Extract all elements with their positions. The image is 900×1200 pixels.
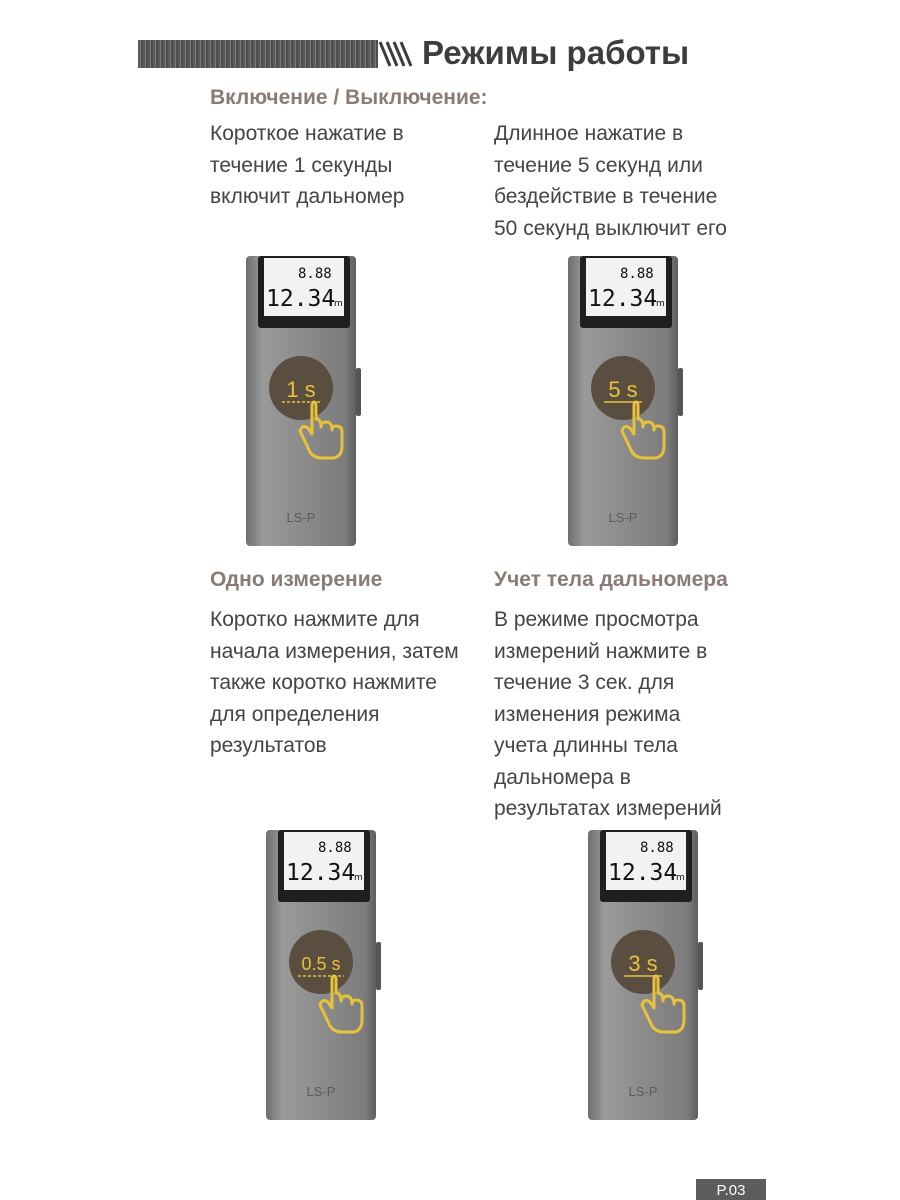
display-small-readout: 8.88 bbox=[318, 840, 352, 856]
text-line: 50 секунд выключит его bbox=[494, 216, 727, 240]
rangefinder-device-3 bbox=[266, 830, 382, 1120]
text-line: дальномера в bbox=[494, 765, 631, 789]
single-measure-heading: Одно измерение bbox=[210, 568, 383, 591]
single-measure-text bbox=[210, 604, 459, 762]
display-main-readout: 12.34 bbox=[588, 286, 658, 312]
brand-label: LS-P bbox=[608, 510, 638, 525]
text-line: Короткое нажатие в bbox=[210, 122, 404, 145]
header-slashes-icon bbox=[378, 40, 418, 68]
page-header bbox=[0, 30, 900, 80]
press-duration-label: 3 s bbox=[628, 951, 658, 976]
press-duration-label: 5 s bbox=[608, 377, 638, 402]
text-line: учета длинны тела bbox=[494, 734, 678, 757]
body-mode-text bbox=[494, 604, 722, 825]
brand-label: LS-P bbox=[286, 510, 316, 525]
text-line: результатах измерений bbox=[494, 797, 722, 820]
page-title: Режимы работы bbox=[422, 34, 690, 71]
header-stripe-bar bbox=[138, 40, 378, 68]
text-line: измерений нажмите в bbox=[494, 639, 708, 663]
text-line: В режиме просмотра bbox=[494, 608, 699, 631]
display-small-readout: 8.88 bbox=[640, 840, 674, 856]
on-off-right-text bbox=[494, 118, 727, 244]
text-line: течение 1 секунды bbox=[210, 153, 393, 177]
rangefinder-illustration bbox=[588, 830, 704, 1120]
text-line: Коротко нажмите для bbox=[210, 608, 420, 631]
text-line: изменения режима bbox=[494, 702, 681, 726]
rangefinder-device-1 bbox=[246, 256, 362, 546]
display-unit: m bbox=[334, 299, 343, 309]
rangefinder-device-4 bbox=[588, 830, 704, 1120]
rangefinder-device-2 bbox=[568, 256, 684, 546]
rangefinder-illustration bbox=[568, 256, 684, 546]
text-line: бездействие в течение bbox=[494, 185, 718, 208]
on-off-left-text bbox=[210, 118, 404, 213]
text-line: течение 5 секунд или bbox=[494, 153, 703, 177]
display-main-readout: 12.34 bbox=[286, 860, 356, 886]
text-line: Длинное нажатие в bbox=[494, 122, 684, 145]
text-line: результатов bbox=[210, 734, 327, 757]
body-mode-heading: Учет тела дальномера bbox=[494, 568, 728, 591]
brand-label: LS-P bbox=[628, 1084, 658, 1099]
press-duration-label: 0.5 s bbox=[301, 954, 341, 974]
display-unit: m bbox=[354, 873, 363, 883]
text-line: также коротко нажмите bbox=[210, 671, 437, 694]
press-duration-label: 1 s bbox=[286, 377, 316, 402]
brand-label: LS-P bbox=[306, 1084, 336, 1099]
display-small-readout: 8.88 bbox=[298, 266, 332, 282]
display-unit: m bbox=[656, 299, 665, 309]
page-number: P.03 bbox=[696, 1179, 766, 1200]
display-unit: m bbox=[676, 873, 685, 883]
rangefinder-illustration bbox=[246, 256, 362, 546]
display-small-readout: 8.88 bbox=[620, 266, 654, 282]
text-line: течение 3 сек. для bbox=[494, 671, 675, 694]
text-line: для определения bbox=[210, 702, 380, 726]
display-main-readout: 12.34 bbox=[608, 860, 678, 886]
display-main-readout: 12.34 bbox=[266, 286, 336, 312]
rangefinder-illustration bbox=[266, 830, 382, 1120]
text-line: включит дальномер bbox=[210, 185, 405, 208]
text-line: начала измерения, затем bbox=[210, 639, 459, 663]
on-off-heading: Включение / Выключение: bbox=[210, 86, 488, 109]
